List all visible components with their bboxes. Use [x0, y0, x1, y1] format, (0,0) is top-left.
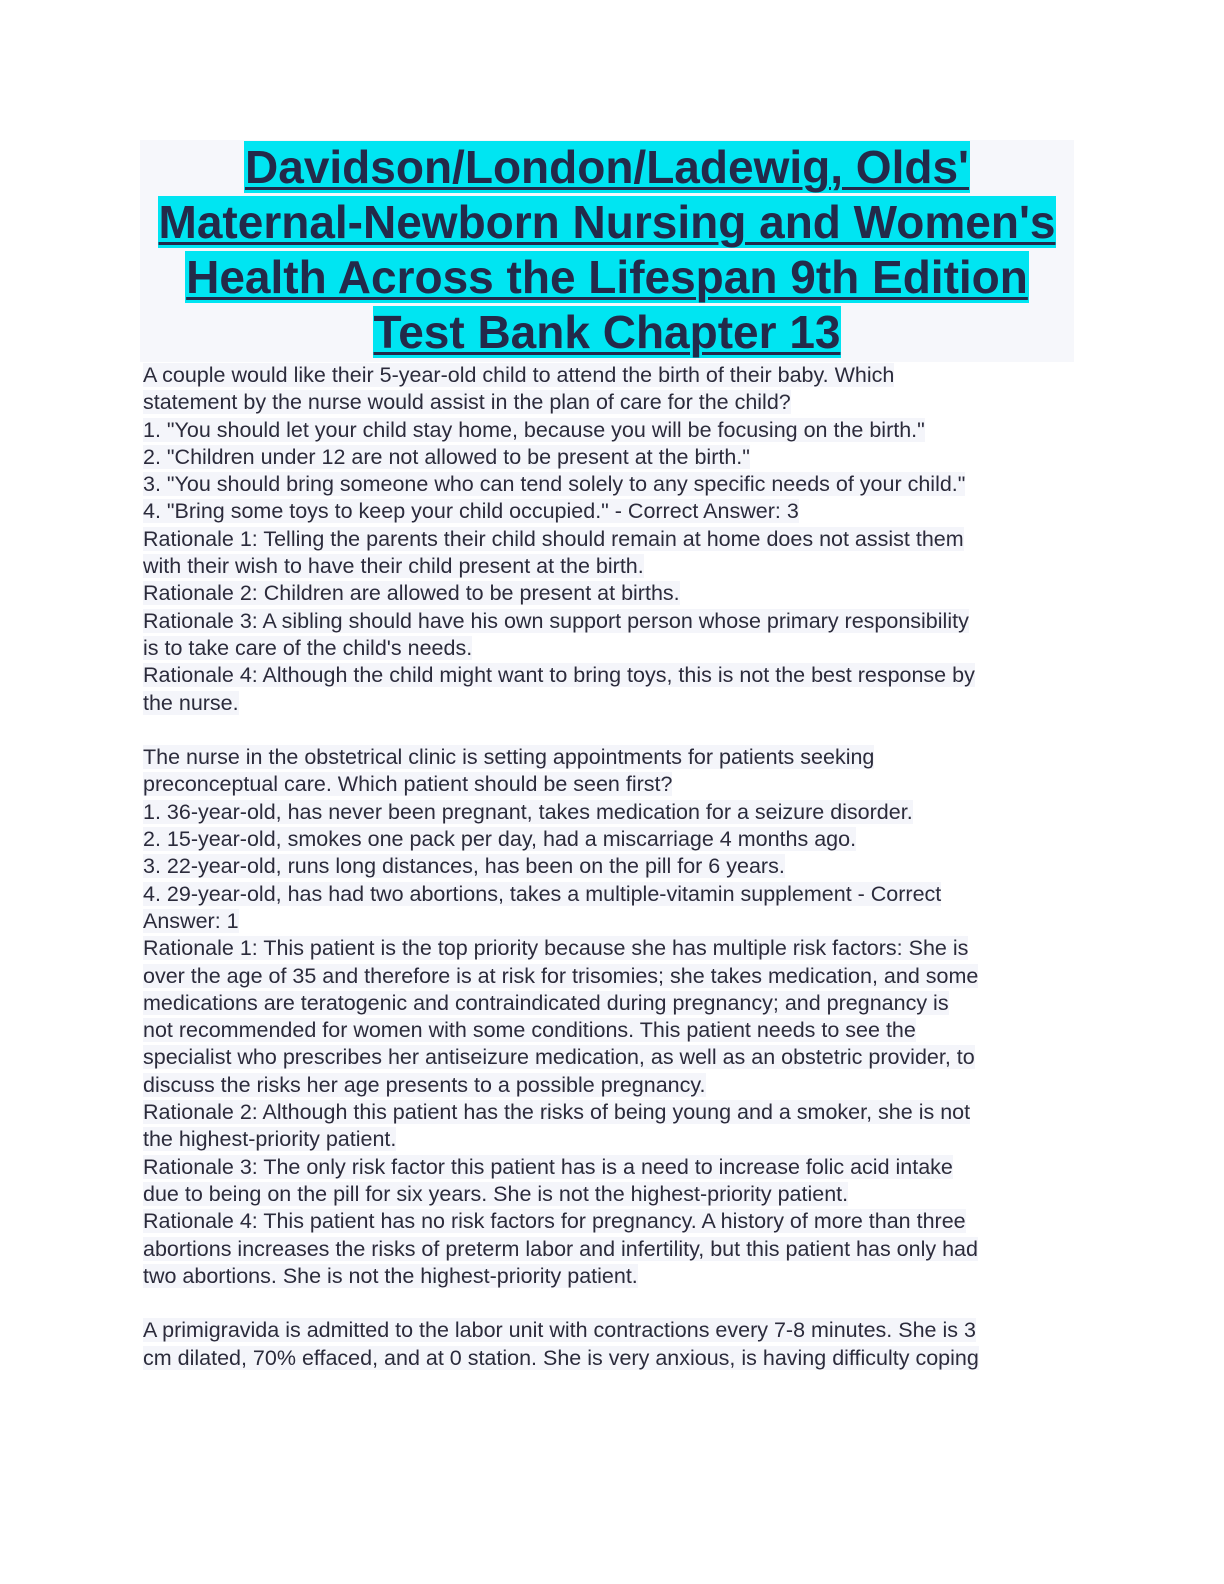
- question-2-rationale: over the age of 35 and therefore is at risk for trisomies; she takes medication, and some: [143, 963, 979, 988]
- title-line: Health Across the Lifespan 9th Edition: [186, 251, 1028, 303]
- title-line: Davidson/London/Ladewig, Olds': [245, 141, 969, 193]
- question-3-stem: A primigravida is admitted to the labor unit with contractions every 7-8 minutes. She is 3: [143, 1318, 976, 1343]
- question-1-rationale: Rationale 2: Children are allowed to be present at births.: [143, 581, 680, 606]
- question-2-rationale: medications are teratogenic and contraindicated during pregnancy; and pregnancy is: [143, 990, 949, 1015]
- title-line: Maternal-Newborn Nursing and Women's: [158, 196, 1056, 248]
- question-1-option: 3. "You should bring someone who can tend solely to any specific needs of your child.": [143, 472, 966, 497]
- question-2-rationale: Rationale 2: Although this patient has the risks of being young and a smoker, she is not: [143, 1100, 971, 1125]
- paragraph-gap: [143, 717, 1078, 744]
- question-2-stem: preconceptual care. Which patient should be seen first?: [143, 772, 673, 797]
- paragraph-gap: [143, 1290, 1078, 1317]
- question-2-rationale: the highest-priority patient.: [143, 1127, 397, 1152]
- question-2-answer: Answer: 1: [143, 908, 239, 933]
- question-2-rationale: specialist who prescribes her antiseizure medication, as well as an obstetric provider, to: [143, 1045, 975, 1070]
- question-2-rationale: Rationale 3: The only risk factor this patient has is a need to increase folic acid intake: [143, 1154, 953, 1179]
- question-2-option: 1. 36-year-old, has never been pregnant, takes medication for a seizure disorder.: [143, 799, 913, 824]
- question-2-rationale: abortions increases the risks of preterm labor and infertility, but this patient has only had: [143, 1236, 978, 1261]
- question-1-rationale: Rationale 1: Telling the parents their child should remain at home does not assist them: [143, 526, 964, 551]
- question-1-rationale: Rationale 4: Although the child might want to bring toys, this is not the best response by: [143, 663, 975, 688]
- question-2-rationale: Rationale 4: This patient has no risk factors for pregnancy. A history of more than three: [143, 1209, 966, 1234]
- question-1-rationale: Rationale 3: A sibling should have his own support person whose primary responsibility: [143, 608, 969, 633]
- question-2-rationale: two abortions. She is not the highest-priority patient.: [143, 1263, 638, 1288]
- question-2-stem: The nurse in the obstetrical clinic is setting appointments for patients seeking: [143, 745, 875, 770]
- question-2-rationale: discuss the risks her age presents to a possible pregnancy.: [143, 1072, 706, 1097]
- question-1-stem: A couple would like their 5-year-old child to attend the birth of their baby. Which: [143, 363, 895, 387]
- title-line: Test Bank Chapter 13: [373, 306, 841, 358]
- question-3-stem: cm dilated, 70% effaced, and at 0 station. She is very anxious, is having difficulty coping: [143, 1345, 979, 1370]
- question-1-rationale: the nurse.: [143, 690, 239, 715]
- question-1-stem: statement by the nurse would assist in the plan of care for the child?: [143, 390, 791, 415]
- question-1-option-answer: 4. "Bring some toys to keep your child occupied." - Correct Answer: 3: [143, 499, 799, 524]
- document-body: [143, 362, 1078, 1372]
- question-1-option: 1. "You should let your child stay home, because you will be focusing on the birth.": [143, 417, 925, 442]
- question-2-option: 4. 29-year-old, has had two abortions, takes a multiple-vitamin supplement - Correct: [143, 881, 942, 906]
- question-1-option: 2. "Children under 12 are not allowed to be present at the birth.": [143, 444, 750, 469]
- question-1-rationale: with their wish to have their child present at the birth.: [143, 554, 644, 579]
- question-2-rationale: not recommended for women with some conditions. This patient needs to see the: [143, 1018, 916, 1043]
- question-2-rationale: Rationale 1: This patient is the top priority because she has multiple risk factors: She is: [143, 936, 969, 961]
- question-1-rationale: is to take care of the child's needs.: [143, 635, 473, 660]
- question-2-option: 2. 15-year-old, smokes one pack per day, had a miscarriage 4 months ago.: [143, 827, 857, 852]
- question-2-option: 3. 22-year-old, runs long distances, has been on the pill for 6 years.: [143, 854, 785, 879]
- question-1: [143, 362, 1078, 717]
- question-3: [143, 1317, 1078, 1372]
- document-title: [140, 140, 1074, 362]
- question-2-rationale: due to being on the pill for six years. She is not the highest-priority patient.: [143, 1181, 849, 1206]
- question-2: [143, 744, 1078, 1290]
